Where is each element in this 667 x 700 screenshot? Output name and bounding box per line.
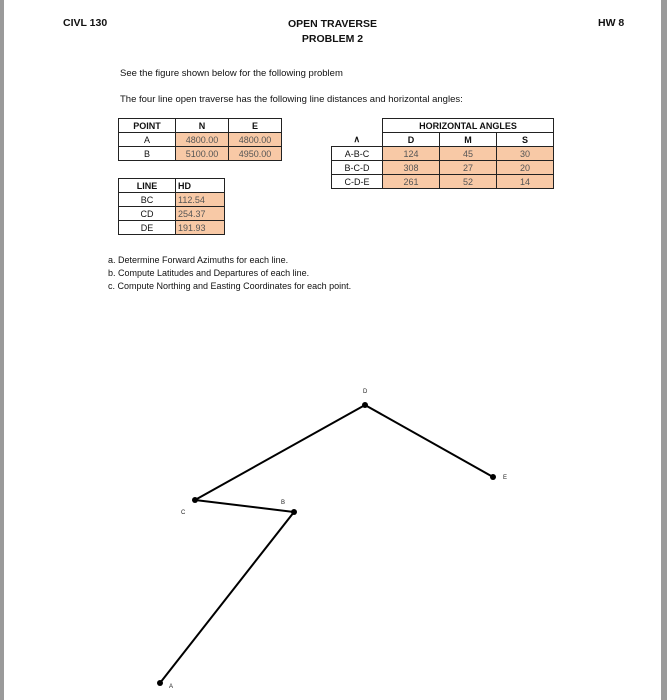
point-c-marker	[192, 497, 198, 503]
point-name: B	[119, 147, 176, 161]
course-code: CIVL 130	[63, 17, 108, 29]
angle-degrees: 261	[383, 175, 440, 189]
point-easting: 4950.00	[229, 147, 282, 161]
angle-seconds: 14	[497, 175, 554, 189]
title-line-1: OPEN TRAVERSE	[287, 18, 378, 30]
point-label-c: C	[181, 510, 186, 516]
point-d-marker	[362, 402, 368, 408]
task-c: c. Compute Northing and Easting Coordinates for each point.	[108, 281, 352, 291]
traverse-polyline	[160, 405, 493, 683]
point-easting: 4800.00	[229, 133, 282, 147]
point-label-d: D	[363, 389, 368, 395]
point-label-e: E	[503, 475, 508, 481]
line-distance: 112.54	[176, 193, 225, 207]
point-b-marker	[291, 509, 297, 515]
homework-number: HW 8	[598, 17, 625, 29]
angle-line: B-C-D	[332, 161, 383, 175]
intro-line-1: See the figure shown below for the following problem	[120, 68, 343, 79]
title-line-2: PROBLEM 2	[301, 33, 364, 45]
angle-degrees: 124	[383, 147, 440, 161]
points-header-point: POINT	[119, 119, 176, 133]
intro-line-2: The four line open traverse has the following line distances and horizontal angles:	[120, 94, 463, 105]
angles-header-m: M	[440, 133, 497, 147]
point-e-marker	[490, 474, 496, 480]
line-distance: 254.37	[176, 207, 225, 221]
line-name: DE	[119, 221, 176, 235]
angle-minutes: 27	[440, 161, 497, 175]
task-a: a. Determine Forward Azimuths for each line.	[108, 255, 289, 265]
angle-degrees: 308	[383, 161, 440, 175]
line-name: CD	[119, 207, 176, 221]
line-distance: 191.93	[176, 221, 225, 235]
point-label-a: A	[169, 684, 174, 690]
angles-group-header: HORIZONTAL ANGLES	[383, 119, 554, 133]
point-a-marker	[157, 680, 163, 686]
angle-seconds: 30	[497, 147, 554, 161]
point-name: A	[119, 133, 176, 147]
point-northing: 4800.00	[176, 133, 229, 147]
points-header-e: E	[229, 119, 282, 133]
line-name: BC	[119, 193, 176, 207]
point-northing: 5100.00	[176, 147, 229, 161]
angles-header-s: S	[497, 133, 554, 147]
angle-symbol: ∧	[332, 133, 383, 147]
angle-minutes: 52	[440, 175, 497, 189]
task-b: b. Compute Latitudes and Departures of each line.	[108, 268, 310, 278]
points-header-n: N	[176, 119, 229, 133]
lines-header-line: LINE	[119, 179, 176, 193]
angle-minutes: 45	[440, 147, 497, 161]
lines-header-hd: HD	[176, 179, 225, 193]
angle-line: C-D-E	[332, 175, 383, 189]
angle-seconds: 20	[497, 161, 554, 175]
angle-line: A-B-C	[332, 147, 383, 161]
angles-header-d: D	[383, 133, 440, 147]
point-label-b: B	[281, 500, 286, 506]
